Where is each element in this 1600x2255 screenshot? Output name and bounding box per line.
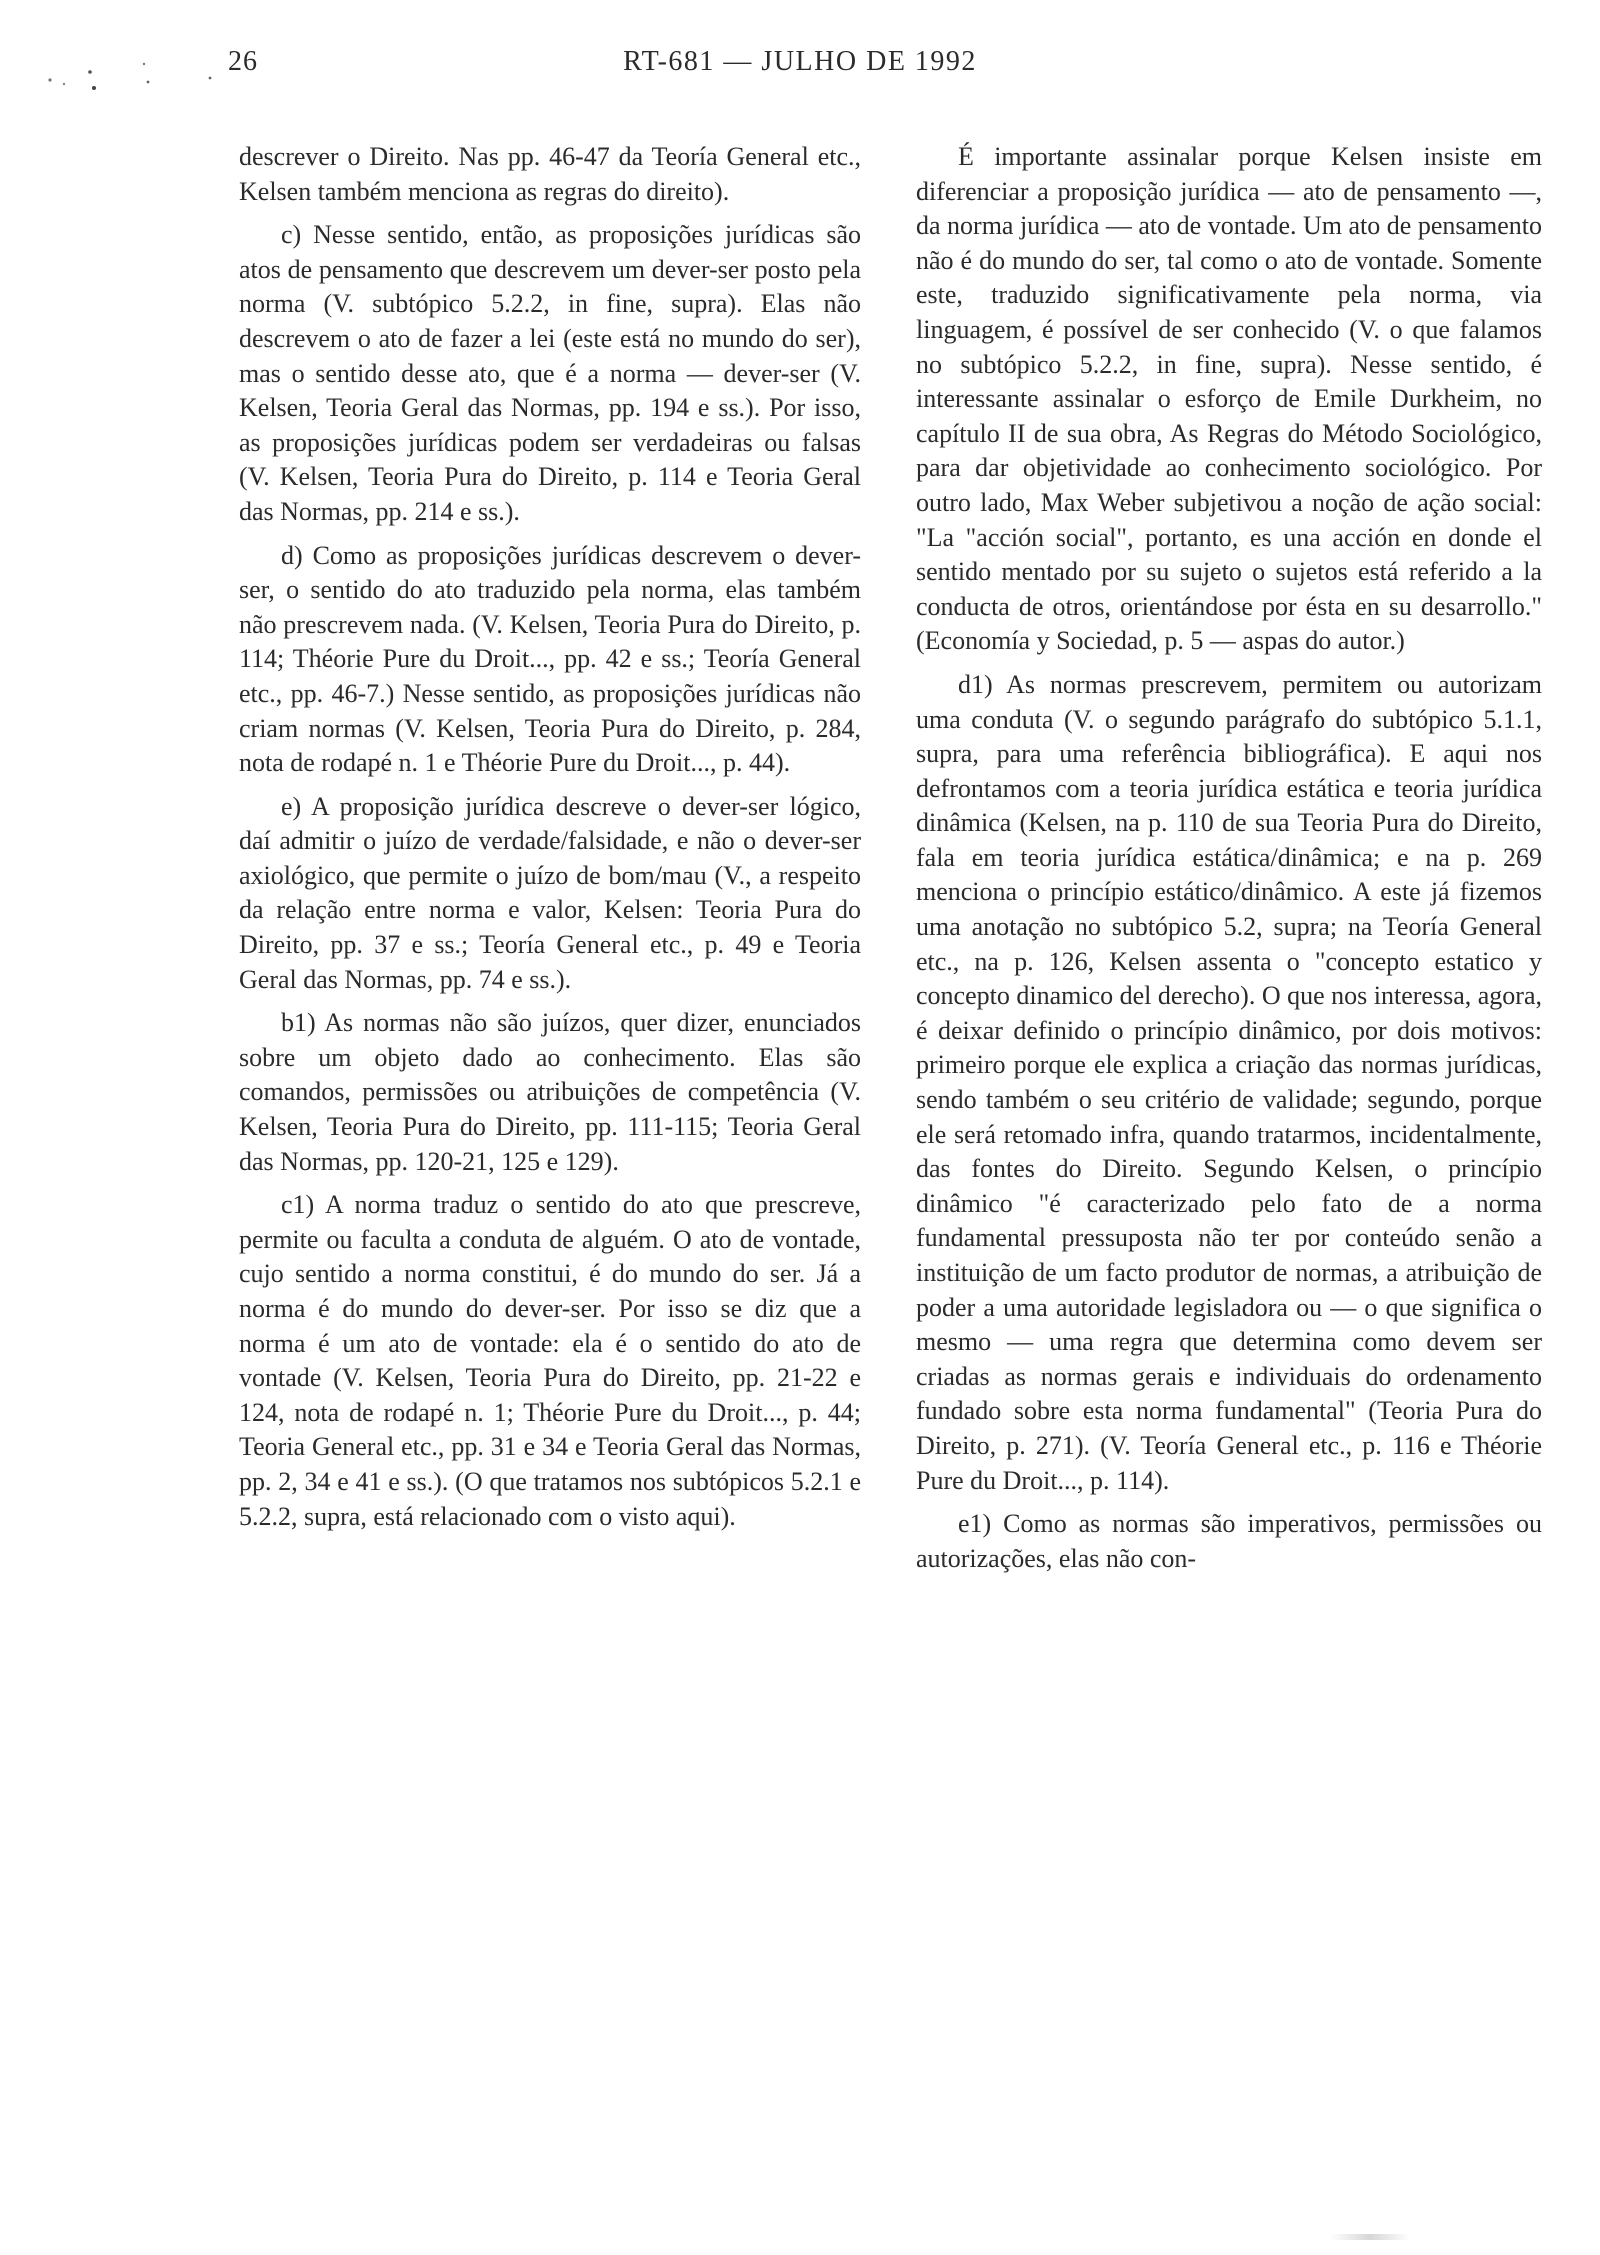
paragraph: d) Como as proposições jurídicas descrevem o dever-ser, o sentido do ato traduzido pela norma, elas também não prescrevem nada. (V. Kelsen, Teoria Pura do Direito, p. 114; Théorie Pure du Droit..., pp. 42 e ss.; Teoría General etc., pp. 46-7.) Nesse sentido, as proposições jurídicas não criam normas (V. Kelsen, Teoria Pura do Direito, p. 284, nota de rodapé n. 1 e Théorie Pure du Droit..., p. 44).	[239, 540, 861, 778]
page-header	[0, 46, 1600, 86]
paragraph: e) A proposição jurídica descreve o dever-ser lógico, daí admitir o juízo de verdade/falsidade, e não o dever-ser axiológico, que permite o juízo de bom/mau (V., a respeito da relação entre norma e valor, Kelsen: Teoria Pura do Direito, pp. 37 e ss.; Teoría General etc., p. 49 e Teoria Geral das Normas, pp. 74 e ss.).	[239, 791, 861, 994]
paragraph: c1) A norma traduz o sentido do ato que prescreve, permite ou faculta a conduta de alguém. O ato de vontade, cujo sentido a norma constitui, é do mundo do ser. Já a norma é do mundo do dever-ser. Por isso se diz que a norma é um ato de vontade: ela é o sentido do ato de vontade (V. Kelsen, Teoria Pura do Direito, pp. 21-22 e 124, nota de rodapé n. 1; Théorie Pure du Droit..., p. 44; Teoria General etc., pp. 31 e 34 e Teoria Geral das Normas, pp. 2, 34 e 41 e ss.). (O que tratamos nos subtópicos 5.2.1 e 5.2.2, supra, está relacionado com o visto aqui).	[239, 1190, 861, 1531]
running-title: RT-681 — JULHO DE 1992	[623, 46, 977, 77]
paragraph: c) Nesse sentido, então, as proposições jurídicas são atos de pensamento que descrevem um dever-ser posto pela norma (V. subtópico 5.2.2, in fine, supra). Elas não descrevem o ato de fazer a lei (este está no mundo do ser), mas o sentido desse ato, que é a norma — dever-ser (V. Kelsen, Teoria Geral das Normas, pp. 194 e ss.). Por isso, as proposições jurídicas podem ser verdadeiras ou falsas (V. Kelsen, Teoria Pura do Direito, p. 114 e Teoria Geral das Normas, pp. 214 e ss.).	[239, 220, 861, 526]
left-column	[239, 140, 861, 1543]
paragraph: e1) Como as normas são imperativos, permissões ou autorizações, elas não con-	[916, 1509, 1542, 1573]
page-number: 26	[228, 46, 258, 77]
paragraph: d1) As normas prescrevem, permitem ou autorizam uma conduta (V. o segundo parágrafo do subtópico 5.1.1, supra, para uma referência bibliográfica). E aqui nos defrontamos com a teoria jurídica estática e teoria jurídica dinâmica (Kelsen, na p. 110 de sua Teoria Pura do Direito, fala em teoria jurídica estática/dinâmica; e na p. 269 menciona o princípio estático/dinâmico. A este já fizemos uma anotação no subtópico 5.2, supra; na Teoría General etc., na p. 126, Kelsen assenta o "concepto estatico y concepto dinamico del derecho). O que nos interessa, agora, é deixar definido o princípio dinâmico, por dois motivos: primeiro porque ele explica a criação das normas jurídicas, sendo também o seu critério de validade; segundo, porque ele será retomado infra, quando tratarmos, incidentalmente, das fontes do Direito. Segundo Kelsen, o princípio dinâmico "é caracterizado pelo fato de a norma fundamental pressuposta não ter por conteúdo senão a instituição de um facto produtor de normas, a atribuição de poder a uma autoridade legisladora ou — o que significa o mesmo — uma regra que determina como devem ser criadas as normas gerais e individuais do ordenamento fundado sobre esta norma fundamental" (Teoria Pura do Direito, p. 271). (V. Teoría General etc., p. 116 e Théorie Pure du Droit..., p. 114).	[916, 669, 1542, 1495]
paragraph: descrever o Direito. Nas pp. 46-47 da Teoría General etc., Kelsen também menciona as regras do direito).	[239, 142, 861, 206]
paragraph: É importante assinalar porque Kelsen insiste em diferenciar a proposição jurídica — ato de pensamento —, da norma jurídica — ato de vontade. Um ato de pensamento não é do mundo do ser, tal como o ato de vontade. Somente este, traduzido significativamente pela norma, via linguagem, é possível de ser conhecido (V. o que falamos no subtópico 5.2.2, in fine, supra). Nesse sentido, é interessante assinalar o esforço de Emile Durkheim, no capítulo II de sua obra, As Regras do Método Sociológico, para dar objetividade ao conhecimento sociológico. Por outro lado, Max Weber subjetivou a noção de ação social: "La "acción social", portanto, es una acción en donde el sentido mentado por su sujeto o sujetos está referido a la conducta de otros, orientándose por ésta en su desarrollo." (Economía y Sociedad, p. 5 — aspas do autor.)	[916, 142, 1542, 656]
scan-smudge-decoration	[1330, 2234, 1410, 2240]
right-column	[916, 140, 1542, 1585]
paragraph: b1) As normas não são juízos, quer dizer, enunciados sobre um objeto dado ao conhecimento. Elas são comandos, permissões ou atribuições de competência (V. Kelsen, Teoria Pura do Direito, pp. 111-115; Teoria Geral das Normas, pp. 120-21, 125 e 129).	[239, 1008, 861, 1176]
